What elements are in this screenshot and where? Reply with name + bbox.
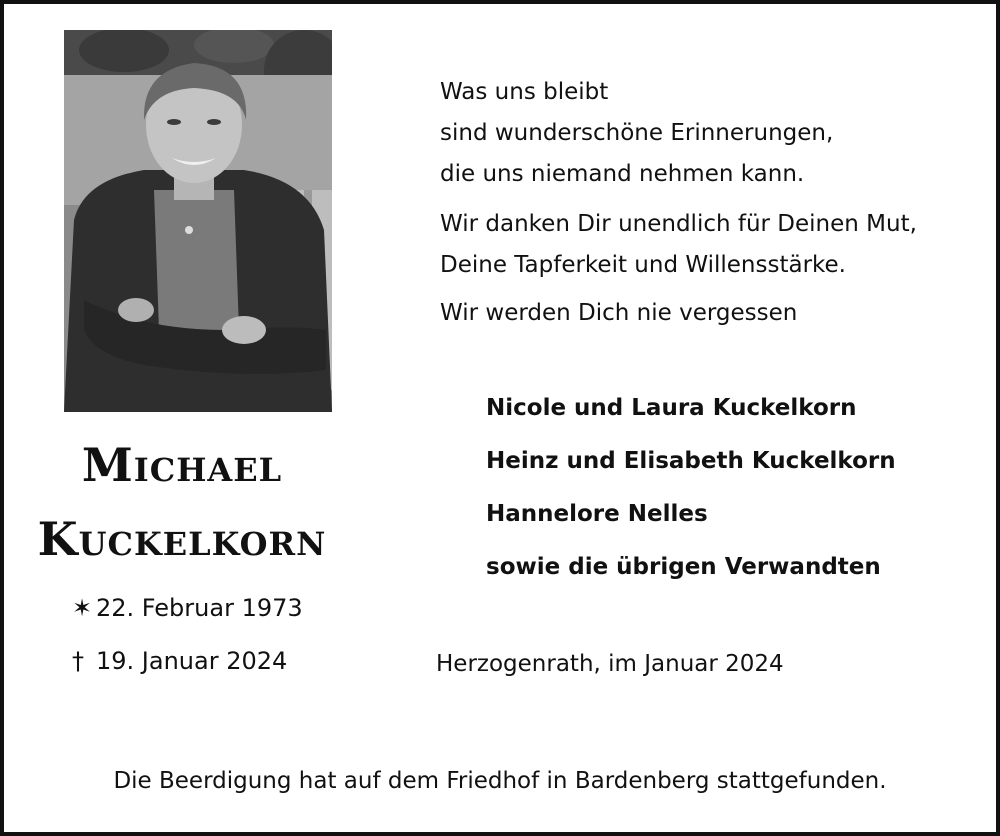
poem-stanza-1 [440,72,833,195]
mourner-name: Nicole und Laura Kuckelkorn [486,395,857,421]
portrait-photo [64,30,332,412]
poem-line: Wir werden Dich nie vergessen [440,300,798,326]
birth-date: 22. Februar 1973 [96,594,303,622]
place-and-date: Herzogenrath, im Januar 2024 [436,651,784,677]
funeral-note: Die Beerdigung hat auf dem Friedhof in Bardenberg stattgefunden. [113,768,887,794]
deceased-last-name: Kuckelkorn [37,512,327,566]
poem-stanza-2 [440,204,917,286]
mourner-name: Heinz und Elisabeth Kuckelkorn [486,448,896,474]
deceased-first-name: Michael [81,438,283,492]
poem-stanza-3 [440,293,797,334]
poem-line: Was uns bleibt [440,79,609,105]
poem-line: sind wunderschöne Erinnerungen, [440,120,834,146]
poem-line: die uns niemand nehmen kann. [440,161,805,187]
poem-line: Wir danken Dir unendlich für Deinen Mut, [440,211,917,237]
mourner-name: Hannelore Nelles [486,501,708,527]
death-date: 19. Januar 2024 [96,647,288,675]
birth-star-icon: ✶ [72,594,93,622]
mourner-name: sowie die übrigen Verwandten [486,554,881,580]
poem-line: Deine Tapferkeit und Willensstärke. [440,252,846,278]
birth-date-line [72,596,303,620]
death-date-line [72,649,287,673]
death-cross-icon: † [72,647,84,675]
